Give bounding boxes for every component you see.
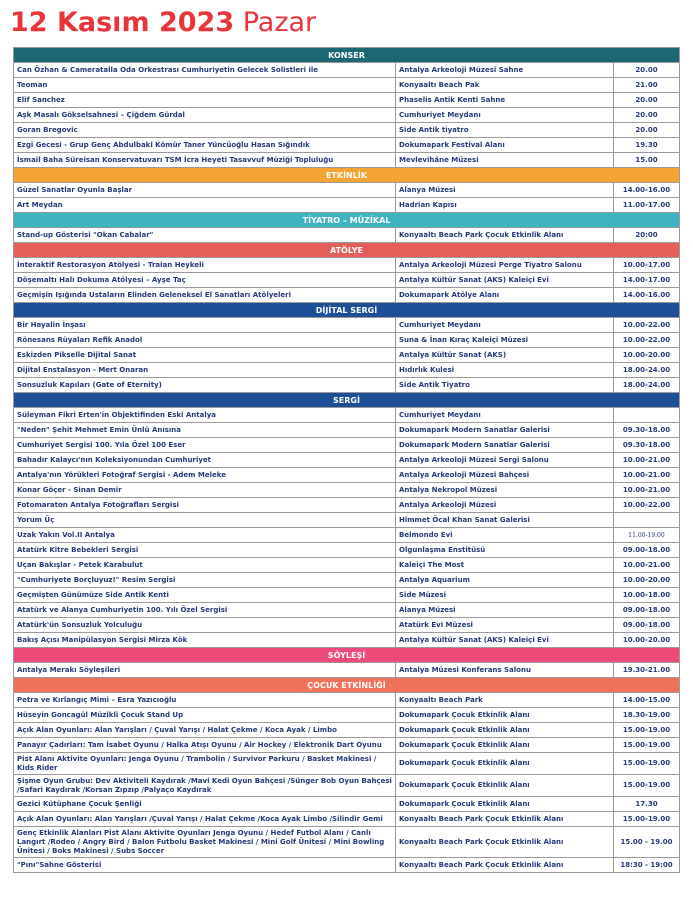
venue-cell: Konyaaltı Beach Park Çocuk Etkinlik Alanı [396,858,614,873]
event-cell: Antalya'nın Yörükleri Fotoğraf Sergisi - Adem Meleke [14,468,396,483]
venue-cell: Dokumapark Çocuk Etkinlik Alanı [396,775,614,797]
event-cell: Bir Hayalin İnşası [14,318,396,333]
event-cell: Bahadır Kalaycı'nın Koleksiyonundan Cumhuriyet [14,453,396,468]
event-cell: Uzak Yakın Vol.II Antalya [14,528,396,543]
event-cell: Dijital Enstalasyon - Mert Onaran [14,363,396,378]
page-title [10,6,316,40]
time-cell: 15.00-19.00 [614,738,680,753]
weekday-text: Pazar [242,7,317,38]
event-cell: Açık Alan Oyunları: Alan Yarışları / Çuval Yarışı / Halat Çekme / Koca Ayak / Limbo [14,723,396,738]
time-cell: 14.00-16.00 [614,183,680,198]
venue-cell: Konyaaltı Beach Pak [396,78,614,93]
table-row [14,633,680,648]
table-row [14,827,680,858]
time-cell: 10.00-21.00 [614,468,680,483]
table-row [14,198,680,213]
table-row [14,93,680,108]
event-cell: Goran Bregovic [14,123,396,138]
venue-cell: Dokumapark Atölye Alanı [396,288,614,303]
time-cell: 18.30-19.00 [614,708,680,723]
time-cell: 15.00-19.00 [614,775,680,797]
table-row [14,812,680,827]
event-cell: Atatürk ve Alanya Cumhuriyetin 100. Yılı Özel Sergisi [14,603,396,618]
time-cell: 15.00 [614,153,680,168]
table-row [14,573,680,588]
program-table-body [14,48,680,873]
table-row [14,483,680,498]
event-cell: Açık Alan Oyunları: Alan Yarışları /Çuval Yarışı / Halat Çekme /Koca Ayak Limbo /Silindir Gemi [14,812,396,827]
time-cell: 09.30-18.00 [614,438,680,453]
section-title: ATÖLYE [14,243,680,258]
event-cell: Rönesans Rüyaları Refik Anadol [14,333,396,348]
time-cell: 09.30-18.00 [614,423,680,438]
event-cell: Atatürk'ün Sonsuzluk Yolculuğu [14,618,396,633]
table-row [14,123,680,138]
table-row [14,438,680,453]
program-table [13,47,680,873]
event-cell: Döşemaltı Halı Dokuma Atölyesi – Ayşe Taç [14,273,396,288]
venue-cell: Belmondo Evi [396,528,614,543]
table-row [14,513,680,528]
time-cell: 10.00-22.00 [614,333,680,348]
time-cell: 09.00-18.00 [614,618,680,633]
time-cell: 11.00-19.00 [614,528,680,543]
table-row [14,797,680,812]
venue-cell: Antalya Arkeoloji Müzesi Sergi Salonu [396,453,614,468]
venue-cell: Atatürk Evi Müzesi [396,618,614,633]
event-cell: Fotomaraton Antalya Fotoğrafları Sergisi [14,498,396,513]
section-title: SÖYLEŞİ [14,648,680,663]
event-cell: Eskizden Pikselle Dijital Sanat [14,348,396,363]
venue-cell: Side Müzesi [396,588,614,603]
table-row [14,318,680,333]
time-cell: 09.00-18.00 [614,543,680,558]
table-row [14,663,680,678]
event-cell: Panayır Çadırları: Tam İsabet Oyunu / Halka Atışı Oyunu / Air Hockey / Elektronik Dart Oyunu [14,738,396,753]
event-cell: Teoman [14,78,396,93]
event-cell: Aşk Masalı Gökselsahnesi – Çiğdem Gürdal [14,108,396,123]
section-header-cocuk [14,678,680,693]
table-row [14,753,680,775]
time-cell: 11.00-17.00 [614,198,680,213]
venue-cell: Olgunlaşma Enstitüsü [396,543,614,558]
table-row [14,333,680,348]
section-header-atolye [14,243,680,258]
time-cell: 19.30 [614,138,680,153]
event-cell: Gezici Kütüphane Çocuk Şenliği [14,797,396,812]
time-cell: 10.00-21.00 [614,453,680,468]
venue-cell: Konyaaltı Beach Park Çocuk Etkinlik Alanı [396,812,614,827]
time-cell: 19.30-21.00 [614,663,680,678]
section-title: SERGİ [14,393,680,408]
table-row [14,273,680,288]
venue-cell: Side Antik tiyatro [396,123,614,138]
venue-cell: Dokumapark Çocuk Etkinlik Alanı [396,723,614,738]
event-cell: Hüseyin Goncagül Müzikli Çocuk Stand Up [14,708,396,723]
table-row [14,588,680,603]
venue-cell: Dokumapark Modern Sanatlar Galerisi [396,423,614,438]
time-cell: 10.00-20.00 [614,348,680,363]
table-row [14,738,680,753]
section-header-dijital [14,303,680,318]
event-cell: Petra ve Kırlangıç Mimi – Esra Yazıcıoğlu [14,693,396,708]
table-row [14,618,680,633]
table-row [14,408,680,423]
table-row [14,453,680,468]
time-cell: 15.00 - 19.00 [614,827,680,858]
time-cell: 17.30 [614,797,680,812]
time-cell: 18.00-24.00 [614,378,680,393]
time-cell: 09.00-18.00 [614,603,680,618]
section-title: ÇOCUK ETKİNLİĞİ [14,678,680,693]
event-cell: İnteraktif Restorasyon Atölyesi - Traian Heykeli [14,258,396,273]
time-cell: 10.00-21.00 [614,558,680,573]
table-row [14,498,680,513]
event-cell: "Pını"Sahne Gösterisi [14,858,396,873]
venue-cell: Side Antik Tiyatro [396,378,614,393]
event-cell: Atatürk Kitre Bebekleri Sergisi [14,543,396,558]
event-cell: Geçmişten Günümüze Side Antik Kenti [14,588,396,603]
venue-cell: Antalya Arkeoloji Müzesi Sahne [396,63,614,78]
time-cell: 10.00-22.00 [614,318,680,333]
table-row [14,138,680,153]
venue-cell: Hadrian Kapısı [396,198,614,213]
venue-cell: Mevlevihâne Müzesi [396,153,614,168]
venue-cell: Antalya Müzesi Konferans Salonu [396,663,614,678]
table-row [14,363,680,378]
venue-cell: Konyaaltı Beach Park Çocuk Etkinlik Alanı [396,827,614,858]
time-cell: 18.00-24.00 [614,363,680,378]
time-cell: 21.00 [614,78,680,93]
venue-cell: Dokumapark Festival Alanı [396,138,614,153]
venue-cell: Phaselis Antik Kenti Sahne [396,93,614,108]
table-row [14,228,680,243]
event-cell: Uçan Bakışlar - Petek Karabulut [14,558,396,573]
venue-cell: Antalya Arkeoloji Müzesi [396,498,614,513]
event-cell: Stand-up Gösterisi "Okan Cabalar" [14,228,396,243]
time-cell: 20.00 [614,93,680,108]
event-cell: "Neden" Şehit Mehmet Emin Ünlü Anısına [14,423,396,438]
time-cell: 10.00-17.00 [614,258,680,273]
table-row [14,708,680,723]
venue-cell: Dokumapark Çocuk Etkinlik Alanı [396,797,614,812]
venue-cell: Antalya Aquarium [396,573,614,588]
event-cell: Art Meydan [14,198,396,213]
venue-cell: Cumhuriyet Meydanı [396,318,614,333]
time-cell: 15.00-19.00 [614,812,680,827]
venue-cell: Cumhuriyet Meydanı [396,408,614,423]
event-cell: Şişme Oyun Grubu: Dev Aktiviteli Kaydırak /Mavi Kedi Oyun Bahçesi /Sünger Bob Oyun Bahçesi /Safari Kaydırak /Korsan Zıpzıp /Palyaço Kaydırak [14,775,396,797]
time-cell: 10.00-20.00 [614,573,680,588]
time-cell: 20:00 [614,228,680,243]
event-cell: Antalya Merakı Söyleşileri [14,663,396,678]
time-cell: 10.00-21.00 [614,483,680,498]
table-row [14,153,680,168]
table-row [14,78,680,93]
event-cell: Yorum Üç [14,513,396,528]
event-cell: Elif Sanchez [14,93,396,108]
event-cell: Geçmişin Işığında Ustaların Elinden Geleneksel El Sanatları Atölyeleri [14,288,396,303]
table-row [14,723,680,738]
venue-cell: Antalya Arkeoloji Müzesi Bahçesi [396,468,614,483]
venue-cell: Antalya Nekropol Müzesi [396,483,614,498]
time-cell: 15.00-19.00 [614,723,680,738]
table-row [14,858,680,873]
table-row [14,775,680,797]
section-title: DİJİTAL SERGİ [14,303,680,318]
event-cell: İsmail Baha Süreisan Konservatuvarı TSM İcra Heyeti Tasavvuf Müziği Topluluğu [14,153,396,168]
section-title: TİYATRO – MÜZİKAL [14,213,680,228]
event-cell: Ezgi Gecesi - Grup Genç Abdulbaki Kömür Taner Yüncüoğlu Hasan Sığındık [14,138,396,153]
time-cell: 20.00 [614,123,680,138]
venue-cell: Dokumapark Modern Sanatlar Galerisi [396,438,614,453]
table-row [14,348,680,363]
event-cell: Cumhuriyet Sergisi 100. Yıla Özel 100 Eser [14,438,396,453]
time-cell: 10.00-22.00 [614,498,680,513]
event-cell: Bakış Açısı Manipülasyon Sergisi Mirza Kök [14,633,396,648]
table-row [14,108,680,123]
time-cell: 14.00-15.00 [614,693,680,708]
event-cell: "Cumhuriyete Borçluyuz!" Resim Sergisi [14,573,396,588]
venue-cell: Hıdırlık Kulesi [396,363,614,378]
table-row [14,543,680,558]
time-cell: 18:30 - 19:00 [614,858,680,873]
section-title: ETKİNLİK [14,168,680,183]
table-row [14,63,680,78]
venue-cell: Cumhuriyet Meydanı [396,108,614,123]
section-header-soylesi [14,648,680,663]
section-title: KONSER [14,48,680,63]
time-cell: 20.00 [614,108,680,123]
section-header-tiyatro [14,213,680,228]
time-cell: 10.00-20.00 [614,633,680,648]
event-cell: Süleyman Fikri Erten'in Objektifinden Eski Antalya [14,408,396,423]
date-text: 12 Kasım 2023 [10,7,235,38]
time-cell [614,513,680,528]
table-row [14,423,680,438]
venue-cell: Antalya Kültür Sanat (AKS) [396,348,614,363]
event-cell: Can Özhan & Cameratalla Oda Orkestrası Cumhuriyetin Gelecek Solistleri ile [14,63,396,78]
table-row [14,603,680,618]
venue-cell: Antalya Arkeoloji Müzesi Perge Tiyatro Salonu [396,258,614,273]
time-cell: 14.00-17.00 [614,273,680,288]
section-header-etkinlik [14,168,680,183]
venue-cell: Antalya Kültür Sanat (AKS) Kaleiçi Evi [396,273,614,288]
venue-cell: Kaleiçi The Most [396,558,614,573]
table-row [14,528,680,543]
venue-cell: Suna & İnan Kıraç Kaleiçi Müzesi [396,333,614,348]
section-header-konser [14,48,680,63]
venue-cell: Dokumapark Çocuk Etkinlik Alanı [396,753,614,775]
table-row [14,378,680,393]
time-cell: 15.00-19.00 [614,753,680,775]
table-row [14,183,680,198]
section-header-sergi [14,393,680,408]
event-cell: Genç Etkinlik Alanları Pist Alanı Aktivite Oyunları Jenga Oyunu / Hedef Futbol Alanı / Canlı Langırt /Rodeo / Angry Bird / Balon Futbolu Basket Makinesi / Mini Golf Ünitesi / Mini Bowling Ünitesi / Boks Makinesi / Subs Soccer [14,827,396,858]
venue-cell: Antalya Kültür Sanat (AKS) Kaleiçi Evi [396,633,614,648]
event-cell: Sonsuzluk Kapıları (Gate of Eternity) [14,378,396,393]
event-cell: Konar Göçer - Sinan Demir [14,483,396,498]
table-row [14,468,680,483]
time-cell: 20.00 [614,63,680,78]
venue-cell: Alanya Müzesi [396,603,614,618]
time-cell: 10.00-18.00 [614,588,680,603]
table-row [14,693,680,708]
venue-cell: Alanya Müzesi [396,183,614,198]
venue-cell: Dokumapark Çocuk Etkinlik Alanı [396,708,614,723]
venue-cell: Konyaaltı Beach Park Çocuk Etkinlik Alanı [396,228,614,243]
venue-cell: Dokumapark Çocuk Etkinlik Alanı [396,738,614,753]
table-row [14,258,680,273]
time-cell: 14.00-16.00 [614,288,680,303]
venue-cell: Himmet Öcal Khan Sanat Galerisi [396,513,614,528]
table-row [14,558,680,573]
venue-cell: Konyaaltı Beach Park [396,693,614,708]
time-cell [614,408,680,423]
event-cell: Pist Alanı Aktivite Oyunları: Jenga Oyunu / Trambolin / Survivor Parkuru / Basket Makinesi / Kids Rider [14,753,396,775]
event-cell: Güzel Sanatlar Oyunla Başlar [14,183,396,198]
table-row [14,288,680,303]
